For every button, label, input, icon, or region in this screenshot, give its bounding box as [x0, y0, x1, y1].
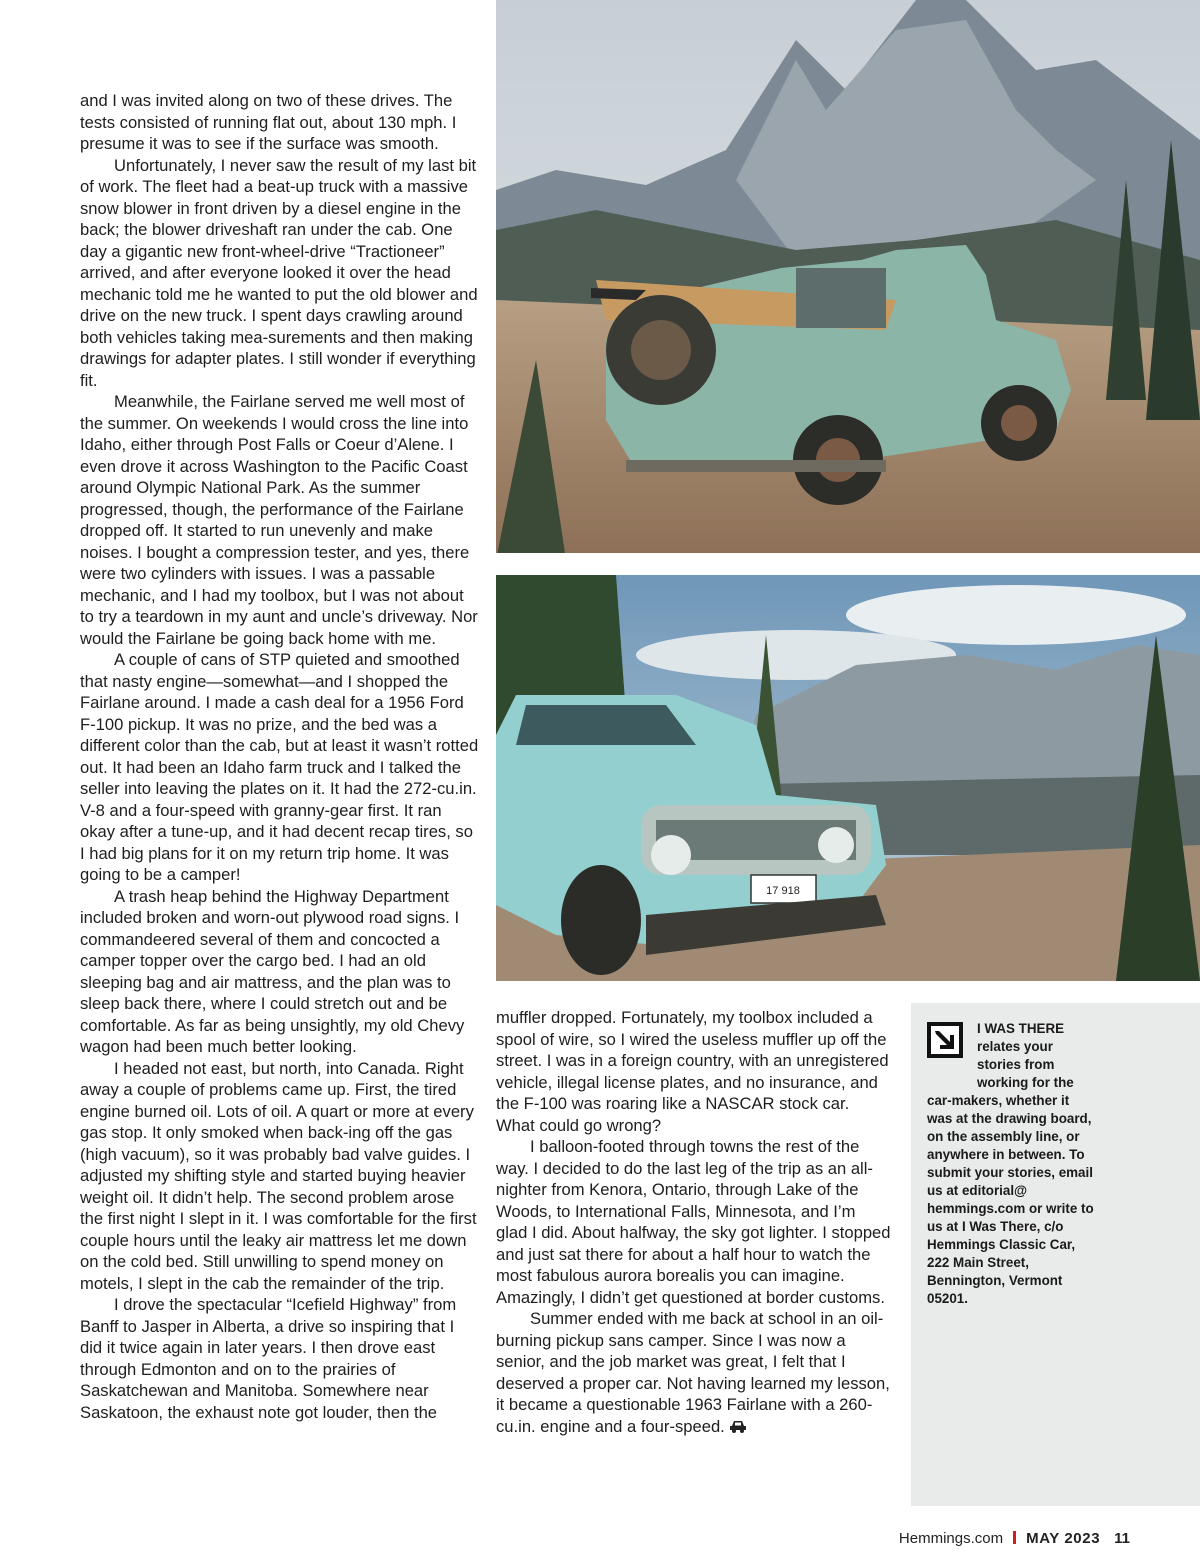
footer-separator [1013, 1531, 1016, 1544]
article-paragraph: I drove the spectacular “Icefield Highway” from Banff to Jasper in Alberta, a drive so inspiring that I did it twice again in later years. I then drove east through Edmonton and on to the prairies of Saskatchewan and Manitoba. Somewhere near Saskatoon, the exhaust note got louder, then the [80, 1295, 457, 1422]
article-paragraph-text: Summer ended with me back at school in an oil-burning pickup sans camper. Since I was now a senior, and the job market was great, I felt that I deserved a proper car. Not having learned my lesson, it became a questionable 1963 Fairlane with a 260-cu.in. engine and a four-speed. [496, 1309, 890, 1436]
truck-front-illustration [496, 575, 1200, 981]
article-paragraph: Unfortunately, I never saw the result of my last bit of work. The fleet had a beat-up truck with a massive snow blower in front driven by a diesel engine in the back; the blower driveshaft ran under the cab. One day a gigantic new front-wheel-drive “Tractioneer” arrived, and after everyone looked it over the head mechanic told me he wanted to put the old blower and drive on the new truck. I spent days crawling around both vehicles taking mea-surements and then making drawings for adapter plates. I still wonder if everything fit. [80, 155, 478, 390]
article-paragraph: Meanwhile, the Fairlane served me well most of the summer. On weekends I would cross the line into Idaho, either through Post Falls or Coeur d’Alene. I even drove it across Washington to the Pacific Coast around Olympic National Park. As the summer progressed, though, the performance of the Fairlane dropped off. It started to run unevenly and make noises. I bought a compression tester, and yes, there were two cylinders with issues. I was a passable mechanic, and I had my toolbox, but I was not about to try a teardown in my aunt and uncle’s driveway. Nor would the Fairlane be going back home with me. [80, 392, 478, 648]
truck-front-photo [496, 575, 1200, 981]
sidebar-body: I WAS THERE relates your stories from working for the car-makers, whether it was at the drawing board, on the assembly line, or anywhere in between. To submit your stories, email us at editorial@ hemmings.com or write to us at I Was There, c/o Hemmings Classic Car, 222 Main Street, Bennington, Vermont 05201. [927, 1021, 1094, 1306]
article-paragraph: A couple of cans of STP quieted and smoothed that nasty engine—somewhat—and I shopped the Fairlane around. I made a cash deal for a 1956 Ford F-100 pickup. It was no prize, and the bed was a different color than the cab, but at least it wasn’t rotted out. It had been an Idaho farm truck and I talked the seller into leaving the plates on it. It had the 272-cu.in. V-8 and a four-speed with granny-gear first. It ran okay after a tune-up, and it had decent recap tires, so I had big plans for it on my return trip home. It was going to be a camper! [80, 650, 479, 884]
license-plate-text: 17 918 [766, 885, 800, 897]
article-column-middle [496, 1007, 891, 1437]
article-paragraph: A trash heap behind the Highway Department included broken and worn-out plywood road signs. I commandeered several of them and concocted a camper topper over the cargo bed. I had an old sleeping bag and air mattress, and the plan was to sleep back there, where I could stretch out and be comfortable. As far as being unsightly, my old Chevy wagon had been much better looking. [80, 886, 465, 1056]
article-column-left [80, 90, 480, 1423]
article-paragraph: muffler dropped. Fortunately, my toolbox included a spool of wire, so I wired the useless muffler up off the street. I was in a foreign country, with an unregistered vehicle, illegal license plates, and no insurance, and the F-100 was roaring like a NASCAR stock car. What could go wrong? [496, 1008, 889, 1135]
i-was-there-sidebar [911, 1003, 1200, 1506]
footer-site: Hemmings.com [898, 1530, 1004, 1547]
footer-issue: MAY 2023 [1026, 1530, 1101, 1547]
article-paragraph [496, 1308, 891, 1437]
sidebar-text [927, 1020, 1097, 1308]
article-paragraph: I headed not east, but north, into Canada. Right away a couple of problems came up. First, the tired engine burned oil. Lots of oil. A quart or more at every gas stop. It only smoked when back-ing off the gas (high vacuum), so it was probably bad valve guides. I adjusted my shifting style and started buying heavier weight oil. It didn’t help. The second problem arose the first night I slept in it. I was comfortable for the first couple hours until the leaky air mattress let me down on the cold bed. Still unwilling to spend money on motels, I slept in the cab the remainder of the trip. [80, 1058, 477, 1293]
page-footer [899, 1530, 1130, 1547]
article-paragraph: and I was invited along on two of these drives. The tests consisted of running flat out, about 130 mph. I presume it was to see if the surface was smooth. [80, 91, 457, 153]
truck-mountain-illustration [496, 0, 1200, 553]
page-number: 11 [1114, 1530, 1130, 1547]
car-end-mark-icon [729, 1419, 747, 1433]
truck-mountain-photo [496, 0, 1200, 553]
article-paragraph: I balloon-footed through towns the rest of the way. I decided to do the last leg of the trip as an all-nighter from Kenora, Ontario, through Lake of the Woods, to International Falls, Minnesota, and I’m glad I did. About halfway, the sky got lighter. I stopped and just sat there for about a half hour to watch the most fabulous aurora borealis you can imagine. Amazingly, I didn’t get questioned at border customs. [496, 1137, 891, 1307]
